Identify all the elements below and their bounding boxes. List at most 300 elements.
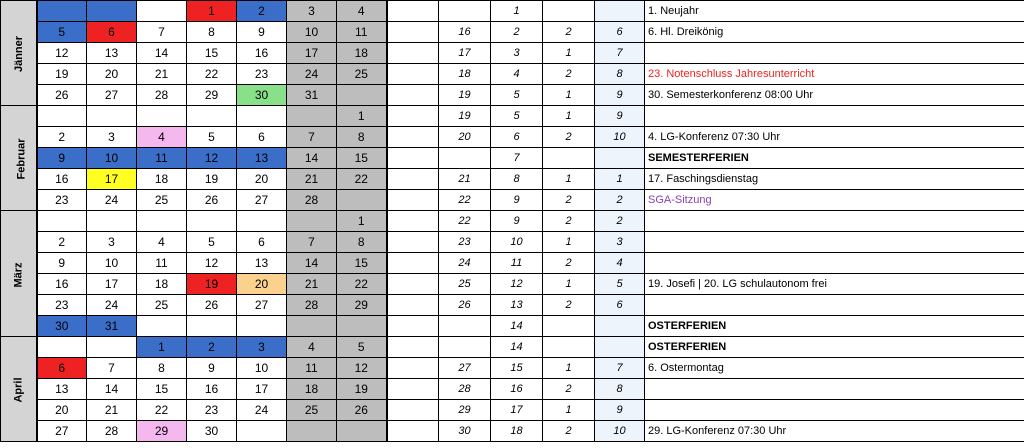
day-cell: 19 (187, 274, 237, 295)
note-cell (645, 211, 1024, 232)
note-cell: 29. LG-Konferenz 07:30 Uhr (645, 421, 1024, 442)
day-cell: 24 (87, 190, 137, 211)
week-row (1, 232, 1024, 253)
week-row (1, 1, 1024, 22)
note-cell (645, 295, 1024, 316)
count-cell-n1: 16 (439, 22, 491, 43)
note-cell: OSTERFERIEN (645, 337, 1024, 358)
count-cell-n2: 10 (491, 232, 543, 253)
day-cell: 16 (237, 43, 287, 64)
day-cell: 27 (87, 85, 137, 106)
spacer-cell (387, 421, 439, 442)
note-cell (645, 43, 1024, 64)
count-cell-n3 (543, 1, 595, 22)
day-cell (87, 1, 137, 22)
count-cell-n1: 24 (439, 253, 491, 274)
day-cell: 5 (37, 22, 87, 43)
day-cell: 17 (287, 43, 337, 64)
day-cell: 2 (187, 337, 237, 358)
day-cell: 2 (37, 127, 87, 148)
count-cell-n2: 14 (491, 316, 543, 337)
count-cell-n4: 2 (595, 190, 645, 211)
count-cell-n2: 8 (491, 169, 543, 190)
count-cell-n3: 2 (543, 253, 595, 274)
day-cell: 8 (137, 358, 187, 379)
count-cell-n2: 6 (491, 127, 543, 148)
note-cell: 17. Faschingsdienstag (645, 169, 1024, 190)
day-cell (37, 1, 87, 22)
count-cell-n3: 1 (543, 43, 595, 64)
day-cell: 28 (137, 85, 187, 106)
day-cell: 18 (137, 169, 187, 190)
day-cell: 13 (237, 148, 287, 169)
day-cell: 24 (237, 400, 287, 421)
count-cell-n1: 27 (439, 358, 491, 379)
day-cell (237, 106, 287, 127)
day-cell: 3 (287, 1, 337, 22)
day-cell: 11 (287, 358, 337, 379)
day-cell (187, 316, 237, 337)
month-name: Februar (15, 138, 28, 180)
day-cell: 20 (87, 64, 137, 85)
count-cell-n4: 1 (595, 169, 645, 190)
day-cell: 27 (237, 190, 287, 211)
day-cell: 18 (337, 43, 387, 64)
day-cell: 3 (87, 127, 137, 148)
spacer-cell (387, 190, 439, 211)
spacer-cell (387, 337, 439, 358)
day-cell (337, 85, 387, 106)
day-cell: 4 (137, 232, 187, 253)
note-cell: 19. Josefi | 20. LG schulautonom frei (645, 274, 1024, 295)
day-cell: 13 (237, 253, 287, 274)
day-cell: 17 (87, 274, 137, 295)
count-cell-n1 (439, 148, 491, 169)
day-cell: 6 (87, 22, 137, 43)
week-row (1, 316, 1024, 337)
day-cell: 21 (287, 169, 337, 190)
day-cell: 22 (137, 400, 187, 421)
count-cell-n2: 2 (491, 22, 543, 43)
day-cell: 21 (87, 400, 137, 421)
day-cell: 29 (337, 295, 387, 316)
day-cell: 10 (87, 148, 137, 169)
day-cell (137, 106, 187, 127)
count-cell-n1: 19 (439, 85, 491, 106)
month-name: April (12, 377, 25, 403)
day-cell: 7 (287, 232, 337, 253)
day-cell: 5 (187, 127, 237, 148)
count-cell-n1: 25 (439, 274, 491, 295)
spacer-cell (387, 127, 439, 148)
day-cell: 25 (137, 295, 187, 316)
note-cell (645, 232, 1024, 253)
count-cell-n1: 22 (439, 190, 491, 211)
day-cell: 7 (287, 127, 337, 148)
day-cell: 15 (337, 148, 387, 169)
spacer-cell (387, 400, 439, 421)
day-cell: 10 (87, 253, 137, 274)
day-cell (237, 316, 287, 337)
spacer-cell (387, 253, 439, 274)
day-cell: 2 (37, 232, 87, 253)
day-cell: 24 (287, 64, 337, 85)
count-cell-n2: 18 (491, 421, 543, 442)
count-cell-n1: 23 (439, 232, 491, 253)
count-cell-n3 (543, 148, 595, 169)
day-cell: 19 (187, 169, 237, 190)
day-cell (87, 106, 137, 127)
count-cell-n3 (543, 316, 595, 337)
count-cell-n1 (439, 337, 491, 358)
spacer-cell (387, 1, 439, 22)
day-cell: 26 (337, 400, 387, 421)
count-cell-n1: 28 (439, 379, 491, 400)
day-cell: 5 (187, 232, 237, 253)
day-cell: 30 (237, 85, 287, 106)
count-cell-n3: 1 (543, 169, 595, 190)
day-cell: 11 (137, 148, 187, 169)
day-cell: 28 (287, 190, 337, 211)
note-cell: 4. LG-Konferenz 07:30 Uhr (645, 127, 1024, 148)
count-cell-n4: 4 (595, 253, 645, 274)
count-cell-n4 (595, 148, 645, 169)
note-cell (645, 253, 1024, 274)
count-cell-n2: 7 (491, 148, 543, 169)
count-cell-n4: 9 (595, 106, 645, 127)
week-row (1, 421, 1024, 442)
day-cell (287, 421, 337, 442)
day-cell: 8 (337, 232, 387, 253)
count-cell-n1: 22 (439, 211, 491, 232)
note-cell: 6. Hl. Dreikönig (645, 22, 1024, 43)
count-cell-n2: 1 (491, 1, 543, 22)
count-cell-n4: 6 (595, 295, 645, 316)
day-cell: 9 (187, 358, 237, 379)
day-cell: 28 (87, 421, 137, 442)
count-cell-n2: 16 (491, 379, 543, 400)
day-cell (337, 421, 387, 442)
count-cell-n3: 2 (543, 22, 595, 43)
spacer-cell (387, 379, 439, 400)
day-cell: 9 (37, 148, 87, 169)
note-cell (645, 379, 1024, 400)
day-cell (237, 211, 287, 232)
day-cell: 13 (37, 379, 87, 400)
day-cell (37, 106, 87, 127)
day-cell: 11 (137, 253, 187, 274)
count-cell-n3: 2 (543, 295, 595, 316)
count-cell-n3: 2 (543, 379, 595, 400)
count-cell-n3: 1 (543, 274, 595, 295)
spacer-cell (387, 22, 439, 43)
day-cell: 10 (287, 22, 337, 43)
day-cell: 17 (87, 169, 137, 190)
count-cell-n2: 14 (491, 337, 543, 358)
spacer-cell (387, 106, 439, 127)
week-row (1, 400, 1024, 421)
day-cell: 30 (37, 316, 87, 337)
count-cell-n4: 6 (595, 22, 645, 43)
day-cell: 10 (237, 358, 287, 379)
day-cell (137, 316, 187, 337)
count-cell-n3: 2 (543, 421, 595, 442)
day-cell: 8 (187, 22, 237, 43)
week-row (1, 211, 1024, 232)
count-cell-n1: 17 (439, 43, 491, 64)
count-cell-n4: 5 (595, 274, 645, 295)
day-cell: 29 (137, 421, 187, 442)
note-cell: SGA-Sitzung (645, 190, 1024, 211)
week-row (1, 106, 1024, 127)
note-cell (645, 106, 1024, 127)
day-cell: 8 (337, 127, 387, 148)
day-cell: 21 (137, 64, 187, 85)
count-cell-n3: 2 (543, 127, 595, 148)
count-cell-n3: 1 (543, 85, 595, 106)
month-name: Jänner (13, 35, 26, 73)
count-cell-n4 (595, 316, 645, 337)
count-cell-n4: 8 (595, 379, 645, 400)
day-cell: 6 (237, 127, 287, 148)
day-cell (187, 211, 237, 232)
day-cell: 18 (287, 379, 337, 400)
day-cell (37, 211, 87, 232)
day-cell (87, 337, 137, 358)
day-cell: 4 (137, 127, 187, 148)
day-cell: 4 (337, 1, 387, 22)
day-cell (287, 316, 337, 337)
day-cell: 19 (37, 64, 87, 85)
day-cell: 3 (237, 337, 287, 358)
day-cell: 6 (237, 232, 287, 253)
count-cell-n2: 11 (491, 253, 543, 274)
day-cell: 9 (237, 22, 287, 43)
spacer-cell (387, 211, 439, 232)
count-cell-n1: 30 (439, 421, 491, 442)
day-cell: 15 (187, 43, 237, 64)
day-cell: 1 (137, 337, 187, 358)
day-cell: 7 (87, 358, 137, 379)
count-cell-n4: 9 (595, 400, 645, 421)
count-cell-n4 (595, 1, 645, 22)
day-cell: 13 (87, 43, 137, 64)
week-row (1, 22, 1024, 43)
day-cell: 21 (287, 274, 337, 295)
week-row (1, 379, 1024, 400)
day-cell (87, 211, 137, 232)
count-cell-n2: 17 (491, 400, 543, 421)
day-cell: 12 (37, 43, 87, 64)
spacer-cell (387, 43, 439, 64)
day-cell: 25 (287, 400, 337, 421)
spacer-cell (387, 358, 439, 379)
day-cell (337, 316, 387, 337)
count-cell-n3: 1 (543, 358, 595, 379)
count-cell-n1: 19 (439, 106, 491, 127)
week-row (1, 253, 1024, 274)
count-cell-n1: 20 (439, 127, 491, 148)
day-cell: 12 (187, 253, 237, 274)
day-cell: 27 (237, 295, 287, 316)
day-cell (37, 337, 87, 358)
month-label (1, 106, 37, 211)
day-cell: 28 (287, 295, 337, 316)
day-cell: 20 (237, 169, 287, 190)
day-cell: 23 (37, 190, 87, 211)
day-cell: 4 (287, 337, 337, 358)
day-cell: 25 (337, 64, 387, 85)
count-cell-n4: 9 (595, 85, 645, 106)
spacer-cell (387, 232, 439, 253)
day-cell: 14 (137, 43, 187, 64)
day-cell: 15 (337, 253, 387, 274)
day-cell (137, 211, 187, 232)
day-cell: 1 (337, 106, 387, 127)
count-cell-n1: 21 (439, 169, 491, 190)
week-row (1, 295, 1024, 316)
spacer-cell (387, 64, 439, 85)
day-cell: 14 (287, 148, 337, 169)
day-cell: 22 (187, 64, 237, 85)
count-cell-n2: 3 (491, 43, 543, 64)
day-cell (287, 211, 337, 232)
spacer-cell (387, 169, 439, 190)
week-row (1, 190, 1024, 211)
count-cell-n2: 9 (491, 190, 543, 211)
count-cell-n2: 5 (491, 106, 543, 127)
count-cell-n1 (439, 1, 491, 22)
day-cell: 11 (337, 22, 387, 43)
count-cell-n4: 7 (595, 43, 645, 64)
day-cell: 14 (287, 253, 337, 274)
count-cell-n3: 1 (543, 400, 595, 421)
month-label (1, 337, 37, 442)
count-cell-n3 (543, 337, 595, 358)
week-row (1, 64, 1024, 85)
week-row (1, 127, 1024, 148)
note-cell: SEMESTERFERIEN (645, 148, 1024, 169)
day-cell: 2 (237, 1, 287, 22)
count-cell-n4 (595, 337, 645, 358)
day-cell: 26 (187, 190, 237, 211)
count-cell-n4: 8 (595, 64, 645, 85)
day-cell: 17 (237, 379, 287, 400)
day-cell: 20 (37, 400, 87, 421)
day-cell: 30 (187, 421, 237, 442)
day-cell: 31 (87, 316, 137, 337)
week-row (1, 43, 1024, 64)
count-cell-n3: 1 (543, 232, 595, 253)
count-cell-n2: 5 (491, 85, 543, 106)
week-row (1, 148, 1024, 169)
count-cell-n1: 29 (439, 400, 491, 421)
day-cell: 14 (87, 379, 137, 400)
week-row (1, 358, 1024, 379)
day-cell: 19 (337, 379, 387, 400)
count-cell-n3: 1 (543, 106, 595, 127)
day-cell: 5 (337, 337, 387, 358)
count-cell-n4: 2 (595, 211, 645, 232)
day-cell: 24 (87, 295, 137, 316)
spacer-cell (387, 274, 439, 295)
day-cell: 20 (237, 274, 287, 295)
count-cell-n4: 10 (595, 421, 645, 442)
count-cell-n2: 15 (491, 358, 543, 379)
day-cell: 15 (137, 379, 187, 400)
month-label (1, 1, 37, 106)
count-cell-n1: 26 (439, 295, 491, 316)
count-cell-n4: 3 (595, 232, 645, 253)
spacer-cell (387, 316, 439, 337)
count-cell-n4: 7 (595, 358, 645, 379)
day-cell: 22 (337, 274, 387, 295)
note-cell (645, 400, 1024, 421)
day-cell (187, 106, 237, 127)
week-row (1, 337, 1024, 358)
day-cell: 6 (37, 358, 87, 379)
spacer-cell (387, 295, 439, 316)
month-label (1, 211, 37, 337)
count-cell-n2: 4 (491, 64, 543, 85)
day-cell: 1 (337, 211, 387, 232)
day-cell: 31 (287, 85, 337, 106)
note-cell: 30. Semesterkonferenz 08:00 Uhr (645, 85, 1024, 106)
day-cell: 3 (87, 232, 137, 253)
count-cell-n3: 2 (543, 211, 595, 232)
day-cell: 1 (187, 1, 237, 22)
count-cell-n2: 13 (491, 295, 543, 316)
day-cell: 7 (137, 22, 187, 43)
day-cell: 9 (37, 253, 87, 274)
week-row (1, 169, 1024, 190)
count-cell-n3: 2 (543, 64, 595, 85)
day-cell: 23 (37, 295, 87, 316)
day-cell (237, 421, 287, 442)
count-cell-n1: 18 (439, 64, 491, 85)
week-row (1, 274, 1024, 295)
day-cell (337, 190, 387, 211)
day-cell: 25 (137, 190, 187, 211)
month-name: März (12, 261, 25, 288)
day-cell: 16 (37, 274, 87, 295)
note-cell: 23. Notenschluss Jahresunterricht (645, 64, 1024, 85)
day-cell: 22 (337, 169, 387, 190)
day-cell: 26 (37, 85, 87, 106)
note-cell: 1. Neujahr (645, 1, 1024, 22)
day-cell: 18 (137, 274, 187, 295)
note-cell: OSTERFERIEN (645, 316, 1024, 337)
day-cell: 16 (187, 379, 237, 400)
day-cell (137, 1, 187, 22)
day-cell (287, 106, 337, 127)
day-cell: 16 (37, 169, 87, 190)
day-cell: 23 (187, 400, 237, 421)
day-cell: 12 (337, 358, 387, 379)
day-cell: 26 (187, 295, 237, 316)
day-cell: 23 (237, 64, 287, 85)
spacer-cell (387, 148, 439, 169)
count-cell-n4: 10 (595, 127, 645, 148)
day-cell: 27 (37, 421, 87, 442)
count-cell-n3: 2 (543, 190, 595, 211)
week-row (1, 85, 1024, 106)
day-cell: 29 (187, 85, 237, 106)
count-cell-n2: 12 (491, 274, 543, 295)
count-cell-n2: 9 (491, 211, 543, 232)
spacer-cell (387, 85, 439, 106)
day-cell: 12 (187, 148, 237, 169)
